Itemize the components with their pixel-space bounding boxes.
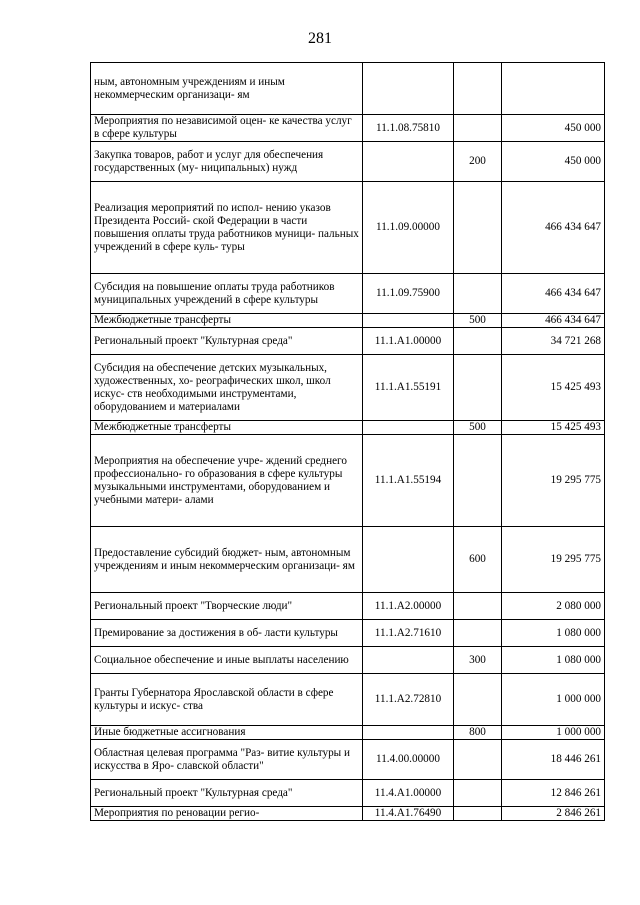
table-row <box>91 807 605 821</box>
code-cell: 11.4.A1.00000 <box>363 780 454 807</box>
expense-kind-cell <box>454 593 502 620</box>
table-row <box>91 726 605 740</box>
name-cell: Областная целевая программа "Раз- витие культуры и искусства в Яро- славской области" <box>91 740 363 780</box>
amount-cell: 466 434 647 <box>502 314 605 328</box>
name-cell: Предоставление субсидий бюджет- ным, автономным учреждениям и иным некоммерческим организаци- ям <box>91 527 363 593</box>
code-cell: 11.1.A2.00000 <box>363 593 454 620</box>
code-cell: 11.1.09.00000 <box>363 182 454 274</box>
code-cell: 11.1.09.75900 <box>363 274 454 314</box>
amount-cell: 466 434 647 <box>502 274 605 314</box>
expense-kind-cell <box>454 115 502 142</box>
code-cell: 11.1.A1.00000 <box>363 328 454 355</box>
table-row <box>91 115 605 142</box>
amount-cell: 19 295 775 <box>502 527 605 593</box>
table-row <box>91 355 605 421</box>
table-row <box>91 527 605 593</box>
table-row <box>91 647 605 674</box>
expense-kind-cell: 800 <box>454 726 502 740</box>
name-cell: Закупка товаров, работ и услуг для обеспечения государственных (му- ниципальных) нужд <box>91 142 363 182</box>
budget-table-body <box>91 63 605 821</box>
name-cell: Премирование за достижения в об- ласти культуры <box>91 620 363 647</box>
name-cell: Иные бюджетные ассигнования <box>91 726 363 740</box>
expense-kind-cell <box>454 740 502 780</box>
amount-cell: 15 425 493 <box>502 355 605 421</box>
name-cell: Социальное обеспечение и иные выплаты населению <box>91 647 363 674</box>
amount-cell: 1 000 000 <box>502 674 605 726</box>
amount-cell: 2 080 000 <box>502 593 605 620</box>
expense-kind-cell: 600 <box>454 527 502 593</box>
amount-cell: 12 846 261 <box>502 780 605 807</box>
table-row <box>91 142 605 182</box>
code-cell: 11.4.00.00000 <box>363 740 454 780</box>
expense-kind-cell: 500 <box>454 314 502 328</box>
name-cell: Региональный проект "Культурная среда" <box>91 328 363 355</box>
budget-table <box>90 62 605 821</box>
amount-cell: 1 080 000 <box>502 647 605 674</box>
page-number: 281 <box>308 30 332 47</box>
table-row <box>91 182 605 274</box>
code-cell <box>363 314 454 328</box>
amount-cell: 450 000 <box>502 142 605 182</box>
expense-kind-cell: 200 <box>454 142 502 182</box>
code-cell <box>363 647 454 674</box>
amount-cell: 19 295 775 <box>502 435 605 527</box>
amount-cell: 1 000 000 <box>502 726 605 740</box>
amount-cell: 34 721 268 <box>502 328 605 355</box>
table-row <box>91 328 605 355</box>
table-row <box>91 421 605 435</box>
expense-kind-cell <box>454 674 502 726</box>
table-row <box>91 593 605 620</box>
table-row <box>91 63 605 115</box>
code-cell: 11.1.A1.55194 <box>363 435 454 527</box>
table-row <box>91 674 605 726</box>
name-cell: ным, автономным учреждениям и иным некоммерческим организаци- ям <box>91 63 363 115</box>
code-cell <box>363 421 454 435</box>
amount-cell: 18 446 261 <box>502 740 605 780</box>
name-cell: Мероприятия по независимой оцен- ке качества услуг в сфере культуры <box>91 115 363 142</box>
amount-cell <box>502 63 605 115</box>
expense-kind-cell <box>454 780 502 807</box>
name-cell: Мероприятия по реновации регио- <box>91 807 363 821</box>
expense-kind-cell <box>454 807 502 821</box>
expense-kind-cell <box>454 328 502 355</box>
expense-kind-cell <box>454 182 502 274</box>
amount-cell: 15 425 493 <box>502 421 605 435</box>
expense-kind-cell: 500 <box>454 421 502 435</box>
name-cell: Межбюджетные трансферты <box>91 314 363 328</box>
code-cell: 11.1.A2.71610 <box>363 620 454 647</box>
code-cell <box>363 527 454 593</box>
code-cell <box>363 142 454 182</box>
name-cell: Субсидия на обеспечение детских музыкальных, художественных, хо- реографических школ, школ искус- ств необходимыми инструментами, оборудованием и материалами <box>91 355 363 421</box>
table-row <box>91 274 605 314</box>
table-row <box>91 620 605 647</box>
amount-cell: 2 846 261 <box>502 807 605 821</box>
name-cell: Субсидия на повышение оплаты труда работников муниципальных учреждений в сфере культуры <box>91 274 363 314</box>
expense-kind-cell <box>454 355 502 421</box>
name-cell: Мероприятия на обеспечение учре- ждений среднего профессионально- го образования в сфере культуры музыкальными инструментами, оборудованием и учебными матери- алами <box>91 435 363 527</box>
amount-cell: 450 000 <box>502 115 605 142</box>
name-cell: Реализация мероприятий по испол- нению указов Президента Россий- ской Федерации в части повышения оплаты труда работников муници- пальных учреждений в сфере куль- туры <box>91 182 363 274</box>
code-cell: 11.4.A1.76490 <box>363 807 454 821</box>
expense-kind-cell: 300 <box>454 647 502 674</box>
code-cell: 11.1.08.75810 <box>363 115 454 142</box>
code-cell: 11.1.A2.72810 <box>363 674 454 726</box>
amount-cell: 466 434 647 <box>502 182 605 274</box>
name-cell: Региональный проект "Творческие люди" <box>91 593 363 620</box>
expense-kind-cell <box>454 620 502 647</box>
name-cell: Региональный проект "Культурная среда" <box>91 780 363 807</box>
expense-kind-cell <box>454 63 502 115</box>
name-cell: Межбюджетные трансферты <box>91 421 363 435</box>
table-row <box>91 780 605 807</box>
code-cell <box>363 726 454 740</box>
expense-kind-cell <box>454 274 502 314</box>
name-cell: Гранты Губернатора Ярославской области в сфере культуры и искус- ства <box>91 674 363 726</box>
code-cell: 11.1.A1.55191 <box>363 355 454 421</box>
table-row <box>91 435 605 527</box>
table-row <box>91 314 605 328</box>
code-cell <box>363 63 454 115</box>
expense-kind-cell <box>454 435 502 527</box>
table-row <box>91 740 605 780</box>
amount-cell: 1 080 000 <box>502 620 605 647</box>
